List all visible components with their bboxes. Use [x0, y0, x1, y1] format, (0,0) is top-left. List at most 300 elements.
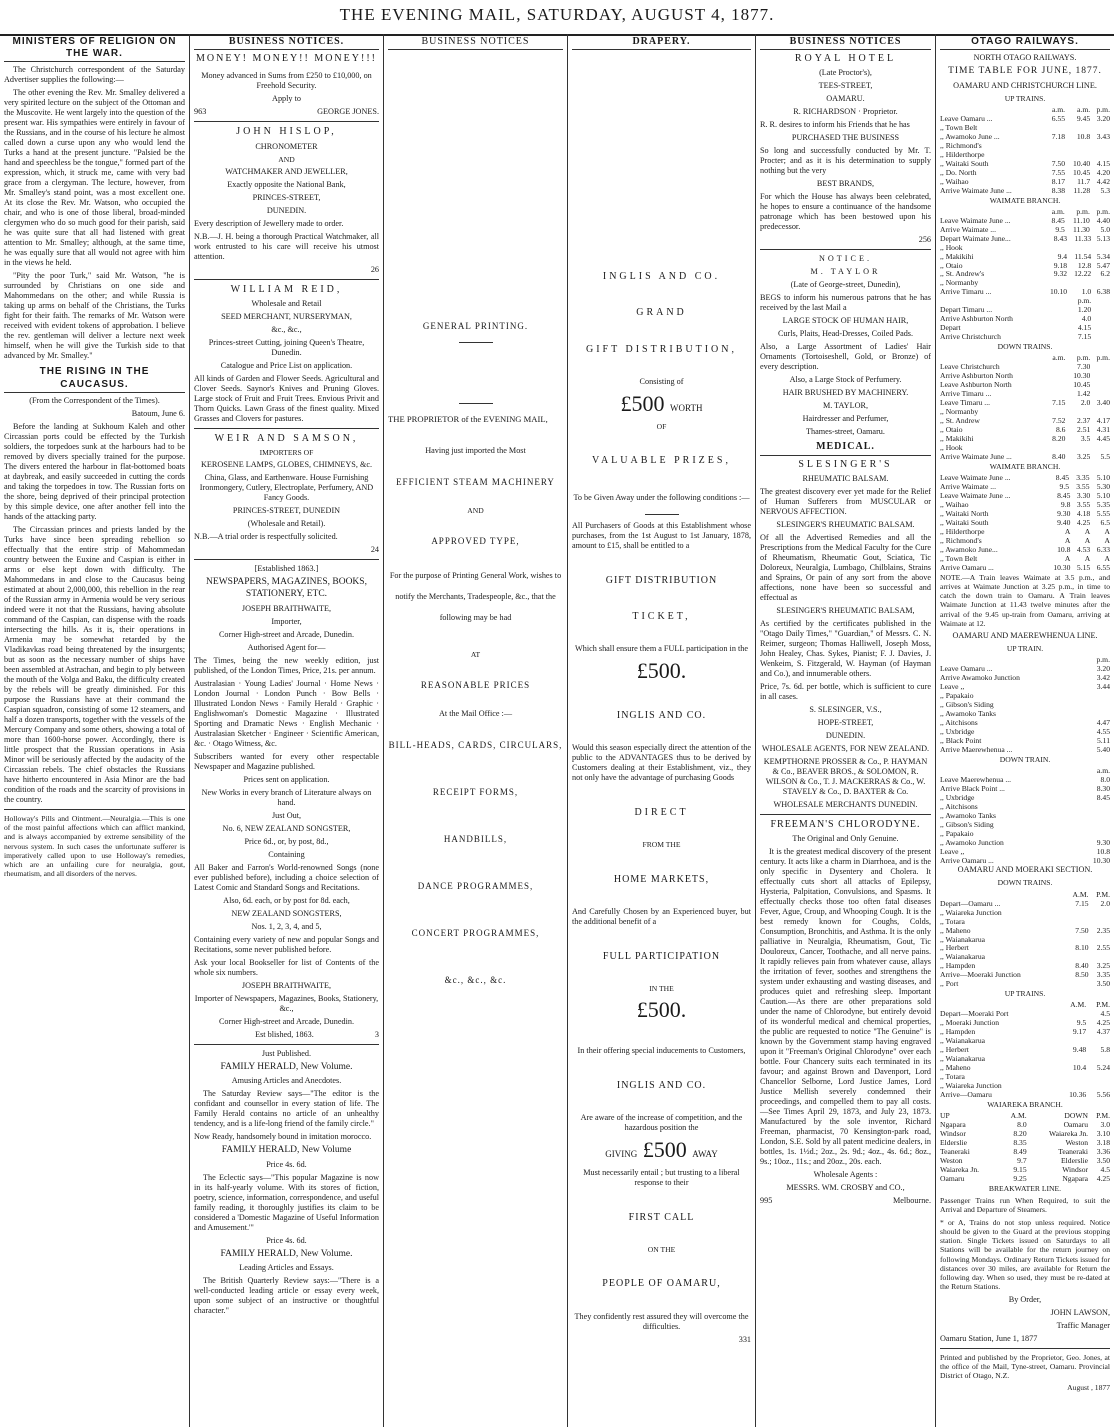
time-cell: p.m. [1096, 353, 1110, 363]
station-cell: ,, Normanby [940, 407, 979, 417]
newspapers-subscribers: Subscribers wanted for every other respectable Newspaper and Magazine published. [194, 751, 379, 771]
braithwaite-est: Est blished, 1863. [255, 1029, 314, 1039]
confident-line: They confidently rest assured they will overcome the difficulties. [574, 1311, 749, 1331]
time-cell: 8.40 [1075, 961, 1089, 971]
time-cell [1043, 306, 1067, 315]
station-cell: Ngapara [940, 1120, 966, 1130]
imprint-date: August , 1877 [1067, 1383, 1110, 1393]
time-cell: A [1064, 535, 1071, 545]
time-cell: 5.56 [1096, 1090, 1110, 1099]
reid-name: WILLIAM REID, [230, 283, 343, 295]
time-cell [1045, 142, 1065, 151]
station-cell: Leave Christchurch [940, 362, 1000, 372]
time-cell: 5.5 [1100, 451, 1110, 461]
taylor-items: Curls, Plaits, Head-Dresses, Coiled Pads. [777, 329, 914, 339]
time-cell: 9.25 [1013, 1173, 1027, 1183]
station-cell: ,, Hampden [940, 961, 976, 971]
and-line: AND [467, 505, 484, 515]
time-cell: 4.42 [1096, 176, 1110, 186]
time-cell: 5.35 [1096, 499, 1110, 509]
line-2-down: DOWN TRAIN. [999, 754, 1051, 764]
column-news [0, 34, 190, 1427]
time-cell [1089, 909, 1110, 918]
songster-contains: Containing [268, 849, 305, 859]
breakwater-title: BREAKWATER LINE. [988, 1183, 1062, 1193]
time-cell: 4.5 [1100, 1009, 1110, 1019]
station-cell: ,, Richmond's [940, 535, 982, 545]
time-cell: 12.22 [1074, 269, 1092, 279]
business-notices-heading-2: BUSINESS NOTICES [760, 36, 931, 50]
slesinger-name-2: SLESINGER'S RHEUMATIC BALSAM, [776, 605, 915, 615]
time-cell: 7.30 [1077, 362, 1091, 372]
time-cell: 3.0 [1100, 1120, 1110, 1130]
time-cell: 9.18 [1053, 260, 1068, 270]
receipt-forms: RECEIPT FORMS, [432, 787, 519, 797]
time-cell: a.m. [1077, 105, 1091, 115]
reasonable-prices: REASONABLE PRICES [420, 680, 531, 691]
time-cell [1043, 315, 1067, 324]
freeman-title: FREEMAN'S CHLORODYNE. [770, 818, 921, 830]
time-cell: 7.50 [1051, 158, 1066, 168]
breakwater-body: Passenger Trains run When Required, to suit the Arrival and Departure of Steamers. [940, 1196, 1110, 1215]
station-cell: ,, Makikihi [940, 433, 974, 443]
down-trains-continued-table [940, 492, 1110, 573]
taylor-stock: LARGE STOCK OF HUMAN HAIR, [782, 316, 909, 326]
time-cell: 5.40 [1096, 744, 1110, 754]
time-cell: 9.7 [1017, 1155, 1027, 1165]
up-trains-table [940, 106, 1110, 196]
time-cell: a.m. [1052, 353, 1066, 363]
timetable-row [940, 839, 1110, 848]
songster-title-2: NEW ZEALAND SONGSTERS, [231, 908, 342, 918]
royal-hotel-street: TEES-STREET, [818, 81, 873, 91]
time-cell: 4.25 [1096, 1173, 1110, 1183]
column-printing [384, 34, 568, 1427]
giving-line: GIVING [605, 1149, 638, 1160]
approved-type: APPROVED TYPE, [431, 535, 520, 546]
station-cell: Leave ,, [940, 846, 965, 856]
station-cell: ,, Awamoko Tanks [940, 810, 997, 820]
station-cell: Depart Timaru ... [940, 305, 993, 315]
family-herald-2-price-2: Price 4s. 6d. [266, 1235, 307, 1245]
newspapers-agent: Authorised Agent for— [247, 642, 326, 652]
slesinger-certificates: As certified by the certificates published in the "Otago Daily Times," "Guardian," of Messrs. C. N. Reimer, surgeon; Thomas Halliwell, Joseph Moss, John Healey, Chas. Sykes, Pianist; F. J. Davies, J. Wenkeim, S. Fitzgerald, W. Hayman (of Hayman and Co.), and innumerable others. [760, 618, 931, 678]
time-cell: 8.30 [1096, 783, 1110, 793]
time-cell: 2.37 [1077, 416, 1091, 426]
hislop-nb: N.B.—J. H. being a thorough Practical Watchmaker, all work entrusted to his care will receive his utmost attention. [194, 231, 379, 261]
time-cell: 9.30 [1057, 508, 1071, 518]
royal-hotel-best: BEST BRANDS, [816, 179, 875, 189]
newspapers-works: New Works in every branch of Literature always on hand. [201, 787, 372, 807]
time-cell: 8.20 [1013, 1129, 1027, 1139]
station-cell: ,, Aitchisons [940, 717, 978, 727]
handbills: HANDBILLS, [443, 833, 508, 844]
time-cell: 4.37 [1096, 1027, 1110, 1037]
worth-line: WORTH [670, 402, 703, 413]
braithwaite-body: Importer of Newspapers, Magazines, Books, Stationery, &c., [194, 993, 379, 1013]
timetable-row [940, 857, 1110, 866]
station-cell: ,, Waihao [940, 499, 969, 509]
songster-also: Also, 6d. each, or by post for 8d. each, [223, 895, 350, 905]
station-cell: Leave Ashburton North [940, 380, 1012, 390]
time-cell: 7.15 [1075, 898, 1089, 908]
time-cell: 9.8 [1060, 499, 1071, 509]
line-2-title: OAMARU AND MAEREWHENUA LINE. [952, 631, 1098, 641]
time-cell: 1.0 [1081, 287, 1092, 297]
time-cell [1085, 701, 1110, 710]
freeman-body: It is the greatest medical discovery of the present century. It acts like a charm in Diarrhoea, and is the only specific in Dysentery and Cholera. It effectually cuts short all attacks of Epilepsy, Hysteria, Palpitation, Convulsions, and Spasms. It effectually checks those too often fatal diseases Fever, Ague, Croup, and Whooping Cough. It is the best remedy known for Coughs, Colds, Consumption, Bronchitis, and Asthma. It is the only palliative in Neuralgia, Rheumatism, Gout, Tic Douloreux, Cancer, Toothache, and all nerve pains. It rapidly relieves pain from whatever cause, allays the irritation of fever, soothes and strengthens the system under exhausting and wasting diseases, and produces quiet and refreshing sleep. Important Caution.—As there are other preparations sold under the name of Chlorodyne, but entirely devoid of its wonderful medical and chemical properties, the public are requested to notice "The Genuine" is known by the Government stamp having engraved upon it "Freeman's Original Chlorodyne" over each bottle. Four Chancery suits each terminated in its favour; and against Brown and Davenport, Lord Chancellor Selborne, Lord Justice James, Lord Justice Mellish severely condemned their proceedings, and compelled them to pay all costs.—See Times April 29, 1873, and July 23, 1873. Manufactured by the sole inventor, Richard Freeman, pharmacist, 70 Kensington-park road, London, S.E. Sold by all patent medicine dealers, in bottles, 1s. 1½d.; 2oz., 2s. 9d.; 4oz., 4s. 6d.; 8oz., 9s.; 10oz., 11s.; and 20oz., 20s. each. [760, 846, 931, 1166]
time-cell: 3.25 [1077, 451, 1091, 461]
station-date: Oamaru Station, June 1, 1877 [940, 1333, 1038, 1343]
timetable-row [940, 1091, 1110, 1100]
time-cell: 3.43 [1096, 131, 1110, 141]
timetable-title: TIME TABLE FOR JUNE, 1877. [948, 66, 1102, 77]
freeman-agent-name: MESSRS. WM. CROSBY and CO., [786, 1182, 905, 1192]
slesinger-price: Price, 7s. 6d. per bottle, which is sufficient to cure in all cases. [760, 681, 931, 701]
station-cell: Depart—Moeraki Port [940, 1009, 1009, 1019]
time-cell: 8.43 [1053, 233, 1068, 243]
station-cell: ,, Hampden [940, 1027, 976, 1037]
time-cell: Windsor [1062, 1164, 1089, 1174]
station-cell: ,, Gibson's Siding [940, 819, 994, 829]
general-printing: GENERAL PRINTING. [422, 321, 529, 332]
column-business-notices [190, 34, 384, 1427]
people-of-oamaru: PEOPLE OF OAMARU, [602, 1278, 721, 1290]
time-cell: 8.45 [1096, 792, 1110, 802]
station-cell: ,, Awamoko Junction [940, 837, 1004, 847]
time-cell: p.m. [1096, 105, 1110, 115]
hislop-city: DUNEDIN. [266, 205, 307, 215]
on-the-line: ON THE [647, 1245, 676, 1255]
station-cell: ,, Maheno [940, 1063, 971, 1073]
time-cell: 5.47 [1096, 260, 1110, 270]
weir-body: China, Glass, and Earthenware. House Furnishing Ironmongery, Cutlery, Electroplate, Perfumery, AND Fancy Goods. [199, 473, 374, 503]
time-cell: 7.55 [1051, 167, 1066, 177]
songster-body: All Baker and Farron's World-renowned Songs (none ever published before), including a choice selection of Latest Comic and Standard Songs and Recitations. [194, 862, 379, 892]
time-cell: 3.5 [1080, 433, 1091, 443]
line-3-title: OAMARU AND MOERAKI SECTION. [957, 865, 1093, 875]
time-cell: 4.17 [1096, 416, 1110, 426]
time-cell: 4.55 [1096, 726, 1110, 736]
station-cell: Arrive Oamaru ... [940, 562, 994, 572]
time-cell: 3.42 [1096, 673, 1110, 683]
time-cell: 4.15 [1096, 158, 1110, 168]
direct-line: DIRECT [634, 807, 689, 819]
freeman-number: 995 [760, 1195, 773, 1205]
timetable-row [940, 1064, 1110, 1073]
time-cell: 5.55 [1096, 508, 1110, 518]
time-cell [1065, 142, 1090, 151]
time-cell: 2.0 [1100, 898, 1110, 908]
time-cell: 3.55 [1076, 481, 1090, 491]
taylor-name-2: M. TAYLOR, [822, 401, 869, 411]
time-cell [1043, 324, 1067, 333]
reid-title: SEED MERCHANT, NURSERYMAN, [221, 312, 352, 321]
station-cell: ,, Otaio [940, 260, 963, 270]
waimate-branch-title: WAIMATE BRANCH. [989, 195, 1061, 205]
drapery-heading: DRAPERY. [572, 36, 751, 50]
time-cell: 4.25 [1076, 517, 1091, 527]
time-cell: 10.45 [1073, 167, 1091, 177]
time-cell: 7.52 [1052, 416, 1066, 426]
newspapers-prices: Prices sent on application. [243, 774, 330, 784]
time-cell: 10.4 [1072, 1063, 1087, 1073]
timetable-row [940, 187, 1110, 196]
time-cell: 5.24 [1096, 1063, 1110, 1073]
slesinger-body: The greatest discovery ever yet made for the Relief of Human Sufferers from MUSCULAR or NERVOUS AFFECTION. [760, 486, 931, 516]
hislop-body: Every description of Jewellery made to order. [194, 218, 344, 228]
station-cell: Arrive Ashburton North [940, 314, 1013, 324]
slesinger-street: HOPE-STREET, [817, 717, 874, 727]
songster-out: Just Out, [271, 810, 302, 820]
down-trains-table [940, 354, 1110, 461]
time-cell [1077, 812, 1110, 821]
time-cell: 10.45 [1073, 380, 1091, 390]
aware-line: Are aware of the increase of competition, and the hazardous position the [580, 1113, 743, 1133]
family-herald-1-body: The Saturday Review says—"The editor is the confidant and counsellor in every station of life. The Family Herald contains no article of an unhealthy tendency, and is a life-long friend of the family circle." [194, 1089, 379, 1129]
prize-amount-3: £500. [636, 997, 687, 1023]
manager-name: JOHN LAWSON, [1050, 1307, 1110, 1317]
station-cell: ,, Waitaki South [940, 517, 989, 527]
station-cell: ,, Papakaio [940, 691, 974, 701]
station-cell: ,, Waitaki South [940, 158, 989, 168]
time-cell: 1.42 [1077, 389, 1091, 399]
time-cell: 6.38 [1096, 287, 1110, 297]
taylor-name: M. TAYLOR [810, 267, 881, 277]
line-2-up: UP TRAIN. [1006, 644, 1044, 654]
station-cell: ,, Waiareka Junction [940, 1081, 1002, 1091]
time-cell: 2.51 [1077, 424, 1091, 434]
family-just-published: Just Published. [261, 1048, 312, 1058]
time-cell [1091, 333, 1110, 342]
time-cell: 9.32 [1053, 269, 1068, 279]
caucasus-body-1: Before the landing at Sukhoum Kaleh and other Circassian ports could be effected by the Turkish soldiers, the torpedoes sunk at the harbours had to be removed by divers specially trained for the purpose. The divers entered the harbour in flat-bottomed boats at daybreak, and easily succeeded in cutting the cords and taking the torpedoes in tow. The Russian forts on the shore, being deprived of their principal protection by this simple device, one after another fell into the hands of the attacking party. [4, 421, 185, 521]
would-text: Would this season especially direct the attention of the public to the ADVANTAGES thus to be derived by Customers dealing at their Establishment, viz., they not only have the advantage of purchasing Goods [572, 743, 751, 783]
station-cell: Depart [940, 323, 961, 333]
time-cell: 5.15 [1076, 562, 1091, 572]
time-cell: 4.18 [1076, 508, 1091, 518]
inglis-firm: INGLIS AND CO. [602, 271, 721, 283]
songster-numbers: Nos. 1, 2, 3, 4, and 5, [251, 921, 322, 931]
time-cell: Elderslie [1061, 1155, 1089, 1165]
family-herald-3-sub: Leading Articles and Essays. [239, 1263, 334, 1273]
time-cell: 9.30 [1096, 837, 1110, 847]
station-cell: Arrive Oamaru ... [940, 855, 994, 865]
time-cell: 6.2 [1100, 269, 1110, 279]
time-cell: a.m. [1051, 206, 1065, 216]
time-cell [1077, 803, 1110, 812]
station-cell: Arrive Ashburton North [940, 371, 1013, 381]
time-cell [1077, 821, 1110, 830]
waimate-branch-title-2: WAIMATE BRANCH. [989, 461, 1061, 471]
station-cell: Leave Waimate June ... [940, 490, 1011, 500]
imprint: Printed and published by the Proprietor, Geo. Jones, at the office of the Mail, Tyne-street, Oamaru. Provincial District of Otago, N.Z. [940, 1352, 1110, 1381]
waiareka-table [940, 1112, 1110, 1184]
time-cell: 6.5 [1100, 517, 1110, 527]
taylor-address: Thames-street, Oamaru. [806, 427, 885, 437]
time-cell [1064, 909, 1089, 918]
station-cell: ,, Waitaki North [940, 508, 989, 518]
timetable-row [940, 746, 1110, 755]
imported-line: Having just imported the Most [425, 445, 526, 455]
time-cell: P.M. [1096, 1000, 1110, 1010]
efficient-machinery: EFFICIENT STEAM MACHINERY [396, 476, 555, 487]
waiareka-title: WAIAREKA BRANCH. [987, 1099, 1063, 1109]
station-cell: Arrive Christchurch [940, 332, 1001, 342]
time-cell: 10.30 [1053, 562, 1071, 572]
time-cell: A [1104, 535, 1110, 545]
time-cell: 5.10 [1096, 490, 1110, 500]
songster-title: No. 6, NEW ZEALAND SONGSTER, [222, 823, 351, 833]
time-cell: 6.55 [1051, 113, 1066, 123]
taylor-perfumery: Also, a Large Stock of Perfumery. [789, 375, 902, 385]
money-ad-number: 963 [194, 107, 207, 117]
time-cell: 5.0 [1100, 224, 1110, 234]
station-cell: ,, Totara [940, 1072, 965, 1082]
time-cell: A.M. [1070, 1000, 1087, 1010]
caucasus-body-2: The Circassian princes and priests landed by the Turks have since been spreading rebellion so effectually that the entire strip of Mahommedan country between the Euxine and Caspian is either in arms or else kept down with difficulty. The Mahommedans in and close to the Caucasus being estimated at about 2,000,000, this rebellion in the rear of the Russian army in Armenia would be very serious indeed were it not that the Russians, having absolute command of the Caspian, can dispense with the roads intersecting the hills. As it is, their operations in Armenia may be somewhat retarded by the Vladikavkas road being threatened by the insurgents; but as soon as the necessary number of ships have been assembled at Astrachan, and begin to ply between the mouth of the Volga and Baku, the difficulty created by the rebels will be greatly diminished. For this purpose the Russians have at their command the Caspian squadron, consisting of some 12 steamers, and half a dozen transports, together with the vessels of the Mercury Company and some others, showing a total of more than 1600-horse power. Accordingly, there is little prospect that the Russian operations in Asia Minor will be seriously affected by the audacity of the Circassian rebels. The chief obstacles the Russians have hitherto encountered in Asia Minor are the bad condition of the roads and the scarcity of provisions in the country. [4, 524, 185, 804]
station-cell: ,, Maheno [940, 925, 971, 935]
purpose-text: For the purpose of Printing General Work, wishes to notify the Merchants, Tradespeople, &c., that the following may be had [389, 570, 562, 623]
station-cell: Leave Maerewhenua ... [940, 774, 1012, 784]
time-cell: a.m. [1096, 766, 1110, 775]
station-cell: ,, Gibson's Siding [940, 700, 994, 710]
valuable-prizes: VALUABLE PRIZES, [592, 454, 731, 466]
grand-line: GRAND [636, 307, 687, 319]
time-cell [1043, 333, 1067, 342]
time-cell: 8.6 [1055, 424, 1066, 434]
time-cell [1043, 297, 1067, 306]
station-cell: ,, St. Andrew's [940, 269, 985, 279]
time-cell: Waiareka Jn. [1049, 1129, 1089, 1139]
family-herald-3-title: FAMILY HERALD, New Volume. [220, 1248, 353, 1259]
time-cell: A [1104, 553, 1110, 563]
inglis-firm-2: INGLIS AND CO. [616, 709, 707, 721]
manager-title: Traffic Manager [1056, 1320, 1110, 1330]
taylor-body: BEGS to inform his numerous patrons that he has received by the last Mail a [760, 293, 931, 313]
time-cell: 3.30 [1076, 490, 1091, 500]
dance-programmes: DANCE PROGRAMMES, [417, 880, 534, 891]
hislop-street: PRINCES-STREET, [252, 192, 321, 202]
station-cell: Leave Waimate June ... [940, 473, 1011, 483]
newspapers-title: NEWSPAPERS, MAGAZINES, BOOKS, STATIONERY, ETC. [206, 577, 367, 600]
inglis-number: 331 [738, 1334, 751, 1344]
slesinger-title: SLESINGER'S [798, 458, 893, 470]
slesinger-name: SLESINGER'S RHEUMATIC BALSAM. [776, 519, 915, 529]
time-cell: 4.20 [1096, 167, 1110, 177]
money-ad-name: GEORGE JONES. [317, 107, 379, 117]
time-cell: 7.50 [1075, 925, 1089, 935]
time-cell: 8.50 [1075, 970, 1089, 980]
full-participation: FULL PARTICIPATION [602, 950, 721, 962]
line-3-up: UP TRAINS. [1004, 989, 1046, 999]
time-cell: 3.50 [1096, 979, 1110, 989]
time-cell: P.M. [1096, 1111, 1110, 1121]
newspaper-columns [0, 34, 1114, 1427]
time-cell: 7.15 [1077, 332, 1092, 342]
station-cell: Teaneraki [940, 1147, 970, 1157]
station-cell: ,, Moeraki Junction [940, 1018, 1000, 1028]
time-cell: 9.4 [1057, 251, 1068, 261]
hislop-number: 26 [370, 264, 379, 274]
time-cell: 3.40 [1096, 398, 1110, 408]
medical-heading: MEDICAL. [760, 441, 931, 455]
time-cell: A [1064, 553, 1071, 563]
weir-address-2: (Wholesale and Retail). [247, 519, 326, 529]
hislop-title-2: WATCHMAKER AND JEWELLER, [225, 166, 348, 176]
time-cell: 11.30 [1073, 224, 1090, 234]
newspapers-times: The Times, being the new weekly edition, just published, of the London Times, Price, 21s. per annum. [194, 655, 379, 675]
timetable-row [940, 980, 1110, 989]
time-cell: 3.25 [1096, 961, 1110, 971]
time-cell: 11.7 [1077, 176, 1091, 186]
time-cell: A [1084, 526, 1091, 536]
station-cell: Waiareka Jn. [940, 1164, 980, 1174]
time-cell: DOWN [1064, 1111, 1089, 1121]
station-cell: ,, Port [940, 979, 959, 989]
royal-hotel-city: OAMARU. [826, 94, 865, 104]
braithwaite-name: JOSEPH BRAITHWAITE, [241, 980, 332, 990]
songster-body-2: Containing every variety of new and popular Songs and Recitations, some never published before. [194, 934, 379, 954]
gift-distribution: GIFT DISTRIBUTION, [585, 343, 738, 355]
given-away-line: To be Given Away under the following conditions :— [573, 493, 750, 503]
station-cell: Leave Waimate June ... [940, 215, 1011, 225]
time-cell: 3.55 [1076, 499, 1091, 509]
conditions-text: All Purchasers of Goods at this Establishment whose purchases, from the 1st August to 1st January, 1878, amount to £15, shall be entitled to a [572, 520, 751, 550]
line-3-down: DOWN TRAINS. [997, 878, 1053, 888]
newspapers-importer: Importer, [271, 616, 302, 626]
time-cell: 3.10 [1096, 1129, 1110, 1139]
ticket-line-1: GIFT DISTRIBUTION [605, 574, 718, 586]
time-cell: P.M. [1096, 889, 1110, 899]
waimate-branch-table-2 [940, 474, 1110, 492]
time-cell [1090, 381, 1110, 390]
station-cell: Depart—Oamaru ... [940, 898, 1001, 908]
songster-ask: Ask your local Bookseller for list of Contents of the whole six numbers. [194, 957, 379, 977]
time-cell: 11.33 [1074, 233, 1092, 243]
time-cell: A.M. [1010, 1111, 1027, 1121]
time-cell: 11.28 [1073, 185, 1091, 195]
station-cell: ,, Aitchisons [940, 801, 978, 811]
column-railways [936, 34, 1114, 1427]
time-cell: 3.35 [1096, 970, 1110, 980]
ministers-intro: The Christchurch correspondent of the Saturday Advertiser supplies the following:— [4, 65, 185, 85]
proprietor-line: THE PROPRIETOR of the EVENING MAIL, [388, 414, 548, 425]
time-cell: 6.55 [1096, 562, 1110, 572]
time-cell: 3.20 [1096, 113, 1110, 123]
station-cell: ,, Makikihi [940, 251, 974, 261]
time-cell [1085, 692, 1110, 701]
time-cell: 5.13 [1096, 233, 1110, 243]
caucasus-heading: THE RISING IN THE CAUCASUS. [4, 366, 185, 392]
station-cell: ,, St. Andrew [940, 416, 980, 426]
time-cell: 10.8 [1096, 846, 1110, 856]
moeraki-down-table [940, 891, 1110, 989]
time-cell: 10.40 [1073, 158, 1091, 168]
time-cell: A [1064, 526, 1071, 536]
concert-programmes: CONCERT PROGRAMMES, [411, 927, 540, 938]
time-cell: 3.35 [1076, 473, 1090, 483]
time-cell: 4.0 [1081, 314, 1092, 324]
time-cell: 9.40 [1057, 517, 1071, 527]
time-cell: 5.8 [1100, 1045, 1110, 1055]
timetable-row [940, 453, 1110, 462]
up-trains-continued-table [940, 235, 1110, 342]
time-cell: 10.30 [1092, 855, 1110, 865]
station-cell: ,, Hook [940, 442, 963, 452]
timetable-row [940, 971, 1110, 980]
prize-amount: £500 [620, 390, 665, 416]
